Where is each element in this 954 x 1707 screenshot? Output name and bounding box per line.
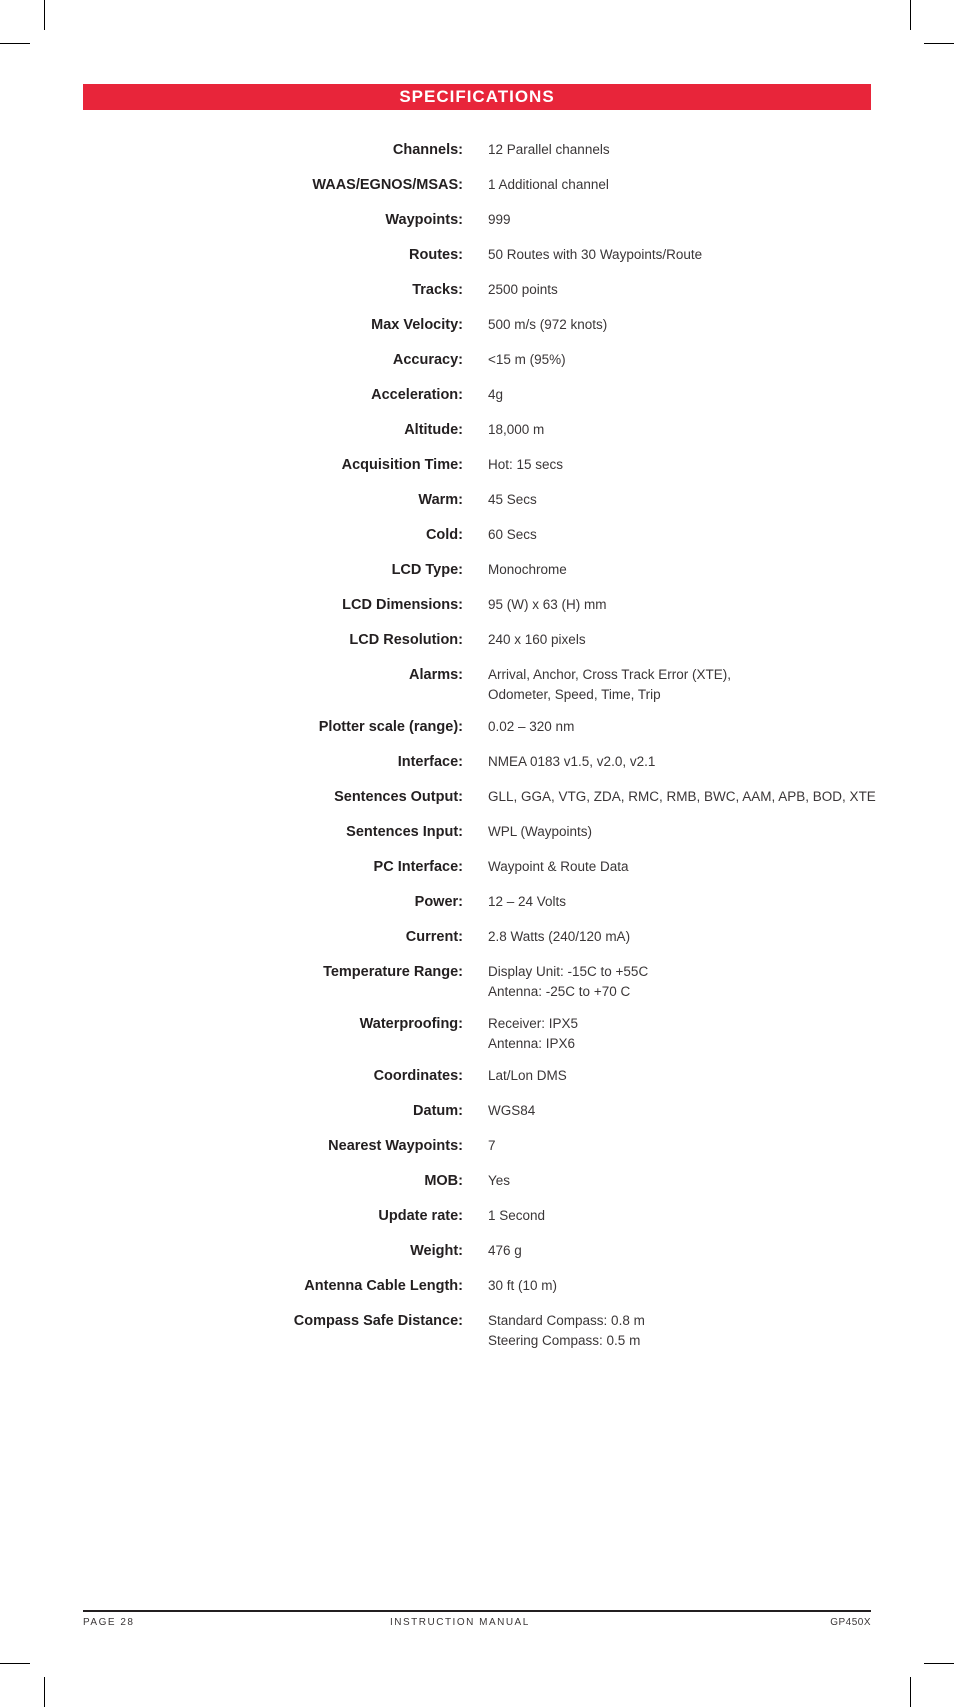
model-name: GP450X xyxy=(830,1617,871,1628)
spec-label: LCD Type: xyxy=(391,562,463,578)
spec-value-line: Hot: 15 secs xyxy=(488,457,564,472)
spec-value xyxy=(488,1204,545,1228)
spec-row xyxy=(83,1012,871,1053)
spec-value xyxy=(488,278,558,302)
spec-row xyxy=(83,785,876,809)
spec-value xyxy=(488,243,702,267)
page-number: PAGE 28 xyxy=(83,1617,135,1628)
spec-value-line: 476 g xyxy=(488,1243,522,1258)
spec-value xyxy=(488,453,563,477)
spec-row xyxy=(83,1239,871,1263)
spec-value-line: 4g xyxy=(488,387,504,402)
spec-row xyxy=(83,663,871,704)
spec-value xyxy=(488,1064,567,1088)
spec-label: Channels: xyxy=(392,142,463,158)
crop-mark xyxy=(910,1677,911,1707)
spec-value-line: Arrival, Anchor, Cross Track Error (XTE), xyxy=(488,667,732,682)
spec-row xyxy=(83,960,871,1001)
spec-label: Sentences Input: xyxy=(346,824,463,840)
spec-value xyxy=(488,715,574,739)
spec-value xyxy=(488,1169,510,1193)
spec-value xyxy=(488,663,731,704)
spec-row xyxy=(83,925,871,949)
spec-label: Alarms: xyxy=(409,667,463,683)
spec-value-line: 12 – 24 Volts xyxy=(488,894,567,909)
spec-value-line: 500 m/s (972 knots) xyxy=(488,317,608,332)
spec-row xyxy=(83,820,871,844)
spec-value-line: WPL (Waypoints) xyxy=(488,824,593,839)
spec-label: Warm: xyxy=(418,492,463,508)
spec-value-line: 2.8 Watts (240/120 mA) xyxy=(488,929,631,944)
spec-label: LCD Dimensions: xyxy=(342,597,463,613)
spec-value-line: 50 Routes with 30 Waypoints/Route xyxy=(488,247,703,262)
spec-value xyxy=(488,383,503,407)
spec-value xyxy=(488,890,566,914)
spec-value-line: Standard Compass: 0.8 m xyxy=(488,1313,645,1328)
spec-row xyxy=(83,1064,871,1088)
crop-mark xyxy=(924,43,954,44)
spec-value-line: <15 m (95%) xyxy=(488,352,566,367)
spec-label: Max Velocity: xyxy=(371,317,463,333)
title-bar xyxy=(83,84,871,110)
spec-value-line: 0.02 – 320 nm xyxy=(488,719,575,734)
spec-row xyxy=(83,418,871,442)
spec-value xyxy=(488,523,537,547)
spec-row xyxy=(83,348,871,372)
crop-mark xyxy=(44,0,45,30)
spec-value xyxy=(488,820,592,844)
spec-table xyxy=(83,138,876,1361)
spec-value xyxy=(488,925,630,949)
spec-value-line: 12 Parallel channels xyxy=(488,142,610,157)
spec-value-line: Odometer, Speed, Time, Trip xyxy=(488,687,661,702)
spec-value xyxy=(488,348,566,372)
spec-value xyxy=(488,855,629,879)
crop-mark xyxy=(0,1663,30,1664)
spec-value xyxy=(488,208,511,232)
spec-label: Power: xyxy=(414,894,463,910)
spec-value-line: Lat/Lon DMS xyxy=(488,1068,567,1083)
spec-row xyxy=(83,313,871,337)
spec-value-line: 7 xyxy=(488,1138,496,1153)
spec-value xyxy=(488,138,610,162)
spec-label: Coordinates: xyxy=(373,1068,463,1084)
spec-label: Interface: xyxy=(397,754,463,770)
spec-value xyxy=(488,173,609,197)
spec-label: Sentences Output: xyxy=(334,789,463,805)
spec-label: Datum: xyxy=(413,1103,463,1119)
spec-value xyxy=(488,593,607,617)
spec-row xyxy=(83,383,871,407)
spec-row xyxy=(83,890,871,914)
spec-value-line: Steering Compass: 0.5 m xyxy=(488,1333,641,1348)
spec-value xyxy=(488,418,544,442)
spec-value-line: Antenna: -25C to +70 C xyxy=(488,984,631,999)
spec-row xyxy=(83,243,871,267)
spec-value-line: Monochrome xyxy=(488,562,567,577)
manual-title: INSTRUCTION MANUAL xyxy=(390,1617,530,1628)
spec-value xyxy=(488,1134,496,1158)
spec-label: LCD Resolution: xyxy=(349,632,463,648)
spec-row xyxy=(83,593,871,617)
spec-label: Current: xyxy=(405,929,463,945)
spec-row xyxy=(83,855,871,879)
spec-value-line: 45 Secs xyxy=(488,492,537,507)
spec-value xyxy=(488,488,537,512)
spec-value-line: 999 xyxy=(488,212,511,227)
spec-label: Compass Safe Distance: xyxy=(293,1313,463,1329)
spec-value xyxy=(488,558,567,582)
spec-row xyxy=(83,1274,871,1298)
spec-label: Acquisition Time: xyxy=(341,457,463,473)
spec-label: WAAS/EGNOS/MSAS: xyxy=(312,177,463,193)
spec-row xyxy=(83,208,871,232)
spec-row xyxy=(83,1099,871,1123)
spec-value-line: 95 (W) x 63 (H) mm xyxy=(488,597,607,612)
spec-value-line: 60 Secs xyxy=(488,527,537,542)
spec-value-line: Display Unit: -15C to +55C xyxy=(488,964,649,979)
spec-label: Waypoints: xyxy=(385,212,463,228)
spec-label: MOB: xyxy=(424,1173,463,1189)
spec-label: Accuracy: xyxy=(392,352,463,368)
spec-value xyxy=(488,1012,578,1053)
spec-row xyxy=(83,278,871,302)
crop-mark xyxy=(44,1677,45,1707)
spec-value-line: Antenna: IPX6 xyxy=(488,1036,576,1051)
spec-label: Plotter scale (range): xyxy=(318,719,463,735)
spec-row xyxy=(83,1204,871,1228)
spec-value xyxy=(488,1309,645,1350)
spec-label: Antenna Cable Length: xyxy=(304,1278,463,1294)
spec-row xyxy=(83,1134,871,1158)
spec-value xyxy=(488,785,876,809)
spec-value-line: 1 Second xyxy=(488,1208,546,1223)
spec-value-line: Waypoint & Route Data xyxy=(488,859,629,874)
page-title: SPECIFICATIONS xyxy=(399,87,555,106)
spec-value-line: 240 x 160 pixels xyxy=(488,632,586,647)
spec-value-line: NMEA 0183 v1.5, v2.0, v2.1 xyxy=(488,754,656,769)
spec-value-line: 18,000 m xyxy=(488,422,545,437)
spec-value-line: 2500 points xyxy=(488,282,558,297)
spec-row xyxy=(83,523,871,547)
spec-label: PC Interface: xyxy=(373,859,463,875)
spec-label: Routes: xyxy=(409,247,463,263)
spec-value-line: WGS84 xyxy=(488,1103,536,1118)
spec-row xyxy=(83,1169,871,1193)
spec-label: Temperature Range: xyxy=(323,964,463,980)
spec-value xyxy=(488,1239,522,1263)
spec-value xyxy=(488,628,586,652)
spec-label: Acceleration: xyxy=(371,387,463,403)
spec-row xyxy=(83,1309,871,1350)
spec-value-line: GLL, GGA, VTG, ZDA, RMC, RMB, BWC, AAM, APB, BOD, XTE xyxy=(488,789,876,804)
spec-label: Altitude: xyxy=(404,422,463,438)
spec-label: Tracks: xyxy=(412,282,463,298)
spec-label: Weight: xyxy=(410,1243,463,1259)
spec-label: Waterproofing: xyxy=(359,1016,463,1032)
spec-value xyxy=(488,960,648,1001)
footer-divider xyxy=(83,1610,871,1612)
spec-value-line: Yes xyxy=(488,1173,511,1188)
crop-mark xyxy=(0,43,30,44)
spec-row xyxy=(83,138,871,162)
spec-value-line: 1 Additional channel xyxy=(488,177,609,192)
spec-row xyxy=(83,750,871,774)
spec-row xyxy=(83,558,871,582)
spec-row xyxy=(83,173,871,197)
spec-value-line: Receiver: IPX5 xyxy=(488,1016,579,1031)
spec-label: Update rate: xyxy=(378,1208,463,1224)
crop-mark xyxy=(910,0,911,30)
spec-row xyxy=(83,715,871,739)
spec-value xyxy=(488,750,655,774)
spec-row xyxy=(83,488,871,512)
crop-mark xyxy=(924,1663,954,1664)
spec-value xyxy=(488,313,607,337)
spec-row xyxy=(83,628,871,652)
spec-value xyxy=(488,1274,557,1298)
spec-value xyxy=(488,1099,535,1123)
spec-label: Cold: xyxy=(425,527,463,543)
spec-value-line: 30 ft (10 m) xyxy=(488,1278,558,1293)
spec-row xyxy=(83,453,871,477)
spec-label: Nearest Waypoints: xyxy=(328,1138,463,1154)
